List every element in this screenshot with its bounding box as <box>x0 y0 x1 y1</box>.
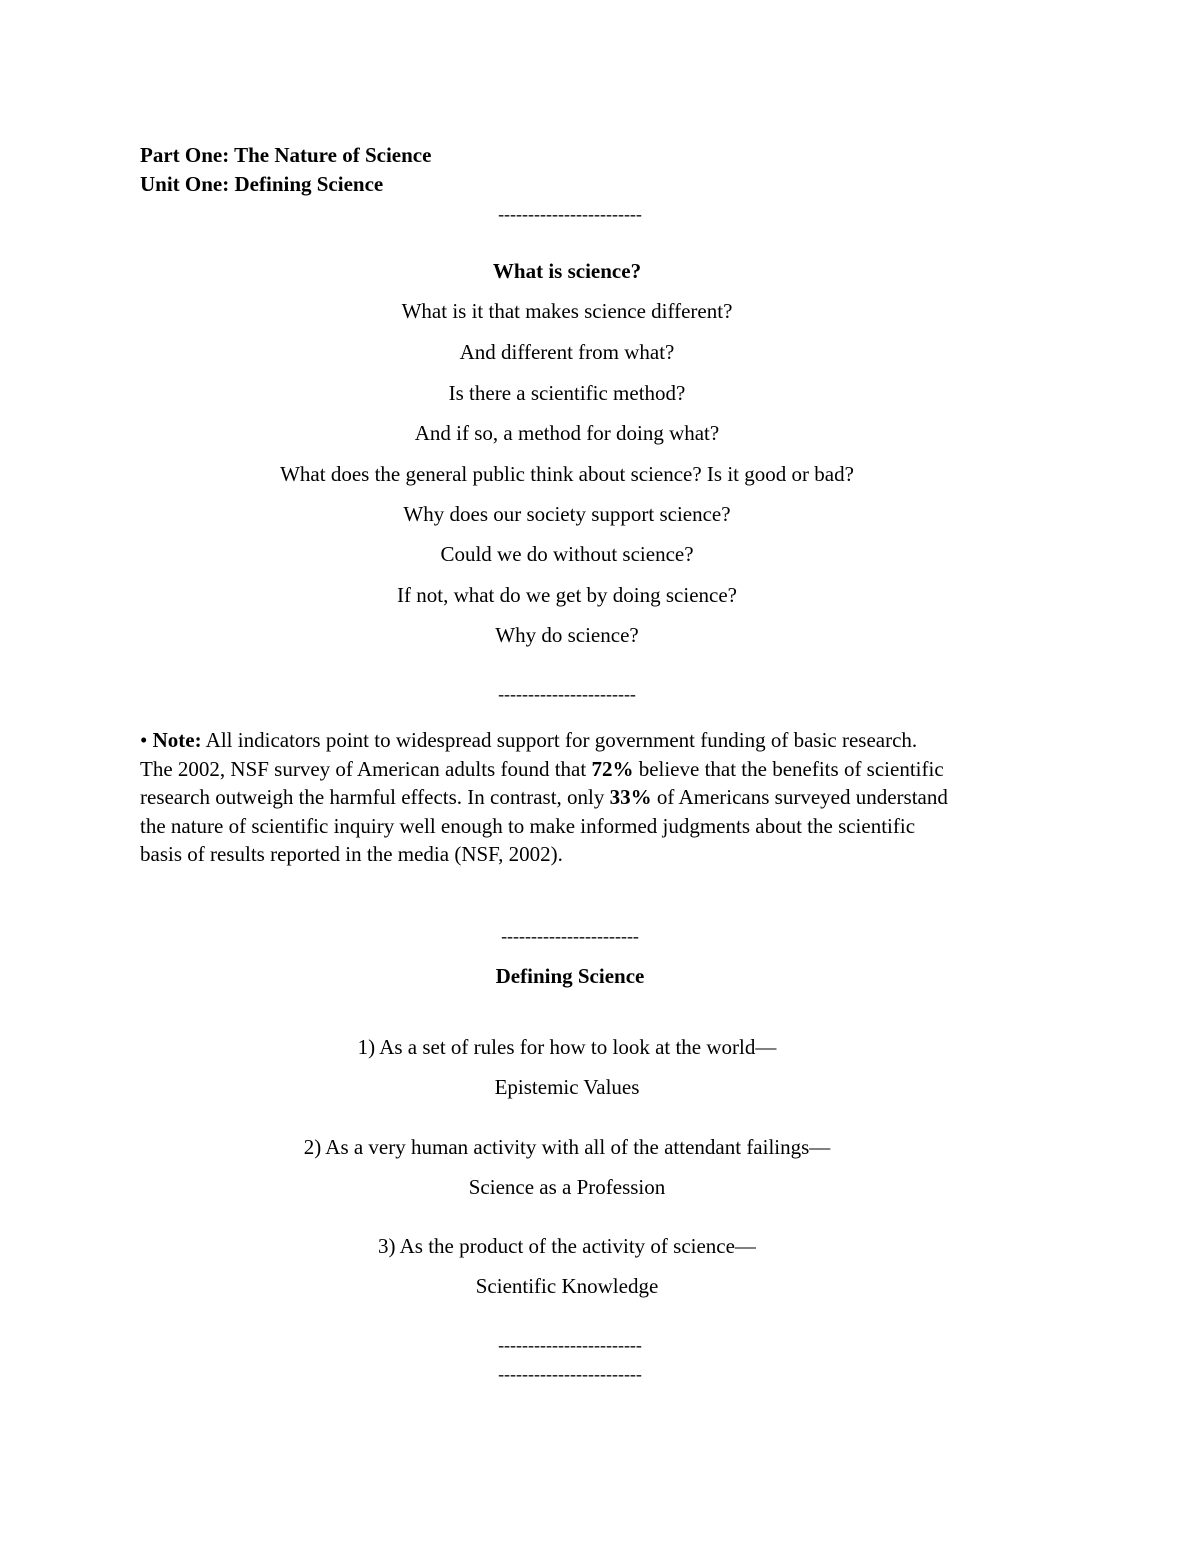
note-label: Note: <box>152 728 202 752</box>
question-item: What is it that makes science different? <box>401 299 733 323</box>
question-item: What does the general public think about science? Is it good or bad? <box>280 462 854 486</box>
separator-3: ----------------------- <box>501 926 639 946</box>
separator-5: ------------------------ <box>498 1364 642 1384</box>
definition-term: Epistemic Values <box>494 1075 640 1099</box>
section-title-what-is-science: What is science? <box>492 259 642 283</box>
note-text: of Americans surveyed understand the nature of scientific inquiry well enough to make informed judgments about the scientific basis of results reported in the media (NSF, 2002). <box>140 785 948 866</box>
part-title: Part One: The Nature of Science <box>140 143 432 167</box>
separator-2: ----------------------- <box>498 684 636 704</box>
statistic-33-percent: 33% <box>609 785 652 809</box>
definition-item: 3) As the product of the activity of science— <box>378 1234 756 1258</box>
question-item: And different from what? <box>459 340 675 364</box>
unit-title: Unit One: Defining Science <box>140 172 384 196</box>
bullet: • <box>140 728 148 752</box>
definition-item: 1) As a set of rules for how to look at the world— <box>357 1035 777 1059</box>
definition-item: 2) As a very human activity with all of the attendant failings— <box>303 1135 831 1159</box>
note-paragraph <box>140 726 950 869</box>
definition-term: Scientific Knowledge <box>475 1274 659 1298</box>
section-title-defining-science: Defining Science <box>495 964 645 988</box>
question-item: Why does our society support science? <box>403 502 731 526</box>
definition-term: Science as a Profession <box>468 1175 666 1199</box>
separator-1: ------------------------ <box>498 204 642 224</box>
note-text: believe that the benefits of scientific research outweigh the harmful effects. In contrast, only <box>140 756 944 809</box>
question-item: And if so, a method for doing what? <box>414 421 720 445</box>
note-text: All indicators point to widespread support for government funding of basic research. The 2002, NSF survey of American adults found that <box>140 728 918 781</box>
separator-4: ------------------------ <box>498 1335 642 1355</box>
question-item: Is there a scientific method? <box>448 381 686 405</box>
statistic-72-percent: 72% <box>591 756 634 781</box>
question-item: Why do science? <box>495 623 639 647</box>
question-item: Could we do without science? <box>440 542 694 566</box>
question-item: If not, what do we get by doing science? <box>397 583 737 607</box>
